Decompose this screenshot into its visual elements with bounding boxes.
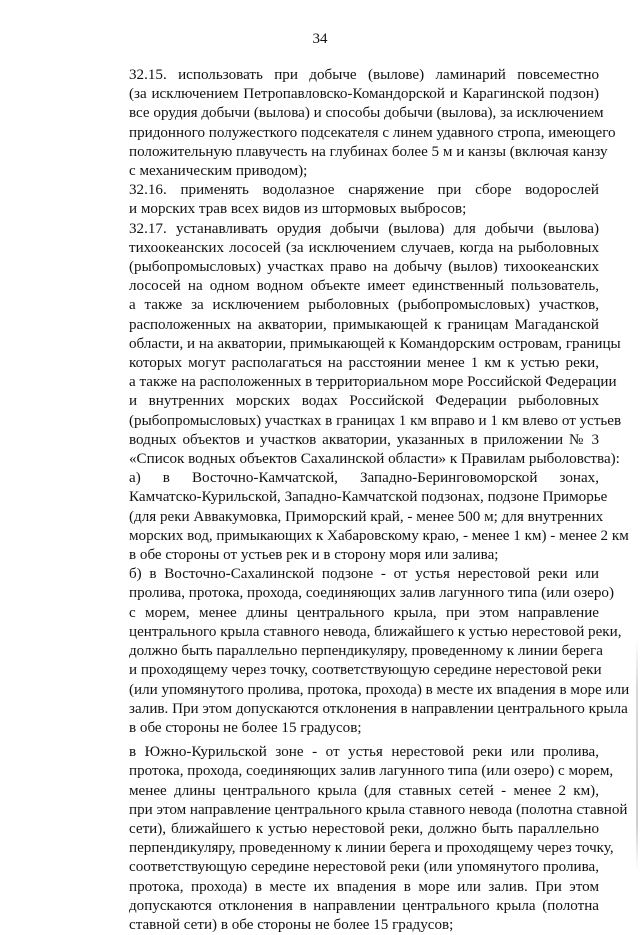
paragraph-32-17 [91, 220, 622, 470]
text-line: области, и на акватории, примыкающей к Командорским островам, границы [129, 335, 621, 352]
paragraph-item-a [91, 469, 629, 565]
text-line: (за исключением Петропавловско-Командорской и Карагинской подзон) [129, 86, 599, 103]
text-line: сети), ближайшего к устью нерестовой реки, должно быть параллельно [129, 820, 599, 837]
text-line: а также на расположенных в территориальном море Российской Федерации [129, 374, 617, 391]
text-line: лососей на одном водном объекте имеет единственный пользователь, [129, 278, 599, 295]
text-line: расположенных на акватории, примыкающей к границам Магаданской [129, 316, 599, 333]
text-line: (рыбопромысловых) участках право на добычу (вылов) тихоокеанских [129, 259, 599, 276]
text-line: 32.15. использовать при добыче (вылове) ламинарий повсеместно [129, 67, 599, 83]
text-line: перпендикуляру, проведенному к линии берега и проходящему через точку, [129, 840, 614, 857]
text-line: которых могут располагаться на расстоянии менее 1 км к устью реки, [129, 355, 599, 372]
paragraph-32-16 [91, 181, 599, 219]
text-line: залив. При этом допускаются отклонения в направлении центрального крыла [129, 700, 628, 717]
text-line: допускаются отклонения в направлении центрального крыла (полотна [129, 897, 599, 914]
text-line: а) в Восточно-Камчатской, Западно-Беринговоморской зонах, [129, 470, 599, 487]
text-line: соответствующую середине нерестовой реки (или упомянутого пролива, [129, 859, 599, 876]
text-line: положительную плавучесть на глубинах более 5 м и канзы (включая канзу [129, 143, 608, 160]
page-number: 34 [312, 31, 328, 47]
text-line: центрального крыла ставного невода, ближайшего к устью нерестовой реки, [129, 623, 622, 640]
text-line: протока, прохода) в месте их впадения в море или залив. При этом [129, 878, 599, 895]
text-line: в обе стороны от устьев рек и в сторону моря или залива; [129, 547, 499, 564]
text-line: должно быть параллельно перпендикуляру, проведенному к линии берега [129, 643, 603, 660]
paragraph-south-kuril-zone [91, 743, 628, 935]
text-line: с механическим приводом); [129, 163, 308, 180]
text-line: тихоокеанских лососей (за исключением случаев, когда на рыболовных [129, 239, 599, 256]
text-line: водных объектов и участков акватории, указанных в приложении № 3 [129, 431, 599, 448]
text-line: 32.17. устанавливать орудия добычи (вылова) для добычи (вылова) [129, 220, 599, 237]
text-line: Камчатско-Курильской, Западно-Камчатской подзонах, подзоне Приморье [129, 489, 608, 506]
text-line: при этом направление центрального крыла ставного невода (полотна ставной [129, 801, 628, 818]
paragraph-32-15 [91, 66, 616, 181]
text-line: ставной сети) в обе стороны не более 15 градусов; [129, 916, 454, 933]
paragraph-item-b [91, 565, 630, 738]
text-line: с морем, менее длины центрального крыла, при этом направление [129, 604, 599, 621]
text-line: пролива, протока, прохода, соединяющих залив лагунного типа (или озеро) [129, 585, 614, 602]
text-line: все орудия добычи (вылова) и способы добычи (вылова), за исключением [129, 105, 604, 122]
text-line: и внутренних морских водах Российской Федерации рыболовных [129, 393, 599, 410]
text-line: 32.16. применять водолазное снаряжение при сборе водорослей [129, 182, 599, 199]
document-body [91, 66, 630, 935]
text-line: придонного полужесткого подсекателя с линем удавного стропа, имеющего [129, 124, 616, 141]
text-line: менее длины центрального крыла (для ставных сетей - менее 2 км), [129, 782, 599, 799]
text-line: (или упомянутого пролива, протока, прохода) в месте их впадения в море или [129, 681, 630, 698]
text-line: (для реки Аввакумовка, Приморский край, - менее 500 м; для внутренних [129, 508, 604, 525]
text-line: а также за исключением рыболовных (рыбопромысловых) участков, [129, 297, 599, 314]
text-line: морских вод, примыкающих к Хабаровскому краю, - менее 1 км) - менее 2 км [129, 527, 629, 544]
text-line: и проходящему через точку, соответствующую середине нерестовой реки [129, 662, 602, 679]
text-line: «Список водных объектов Сахалинской области» к Правилам рыболовства): [129, 451, 620, 468]
text-line: б) в Восточно-Сахалинской подзоне - от устья нерестовой реки или [129, 566, 599, 583]
text-line: в обе стороны не более 15 градусов; [129, 719, 362, 736]
text-line: в Южно-Курильской зоне - от устья нерестовой реки или пролива, [129, 744, 599, 761]
scan-edge-shadow [636, 640, 638, 870]
text-line: протока, прохода, соединяющих залив лагунного типа (или озеро) с морем, [129, 763, 614, 780]
text-line: и морских трав всех видов из штормовых выбросов; [129, 201, 467, 218]
text-line: (рыбопромысловых) участках в границах 1 км вправо и 1 км влево от устьев [129, 412, 622, 429]
